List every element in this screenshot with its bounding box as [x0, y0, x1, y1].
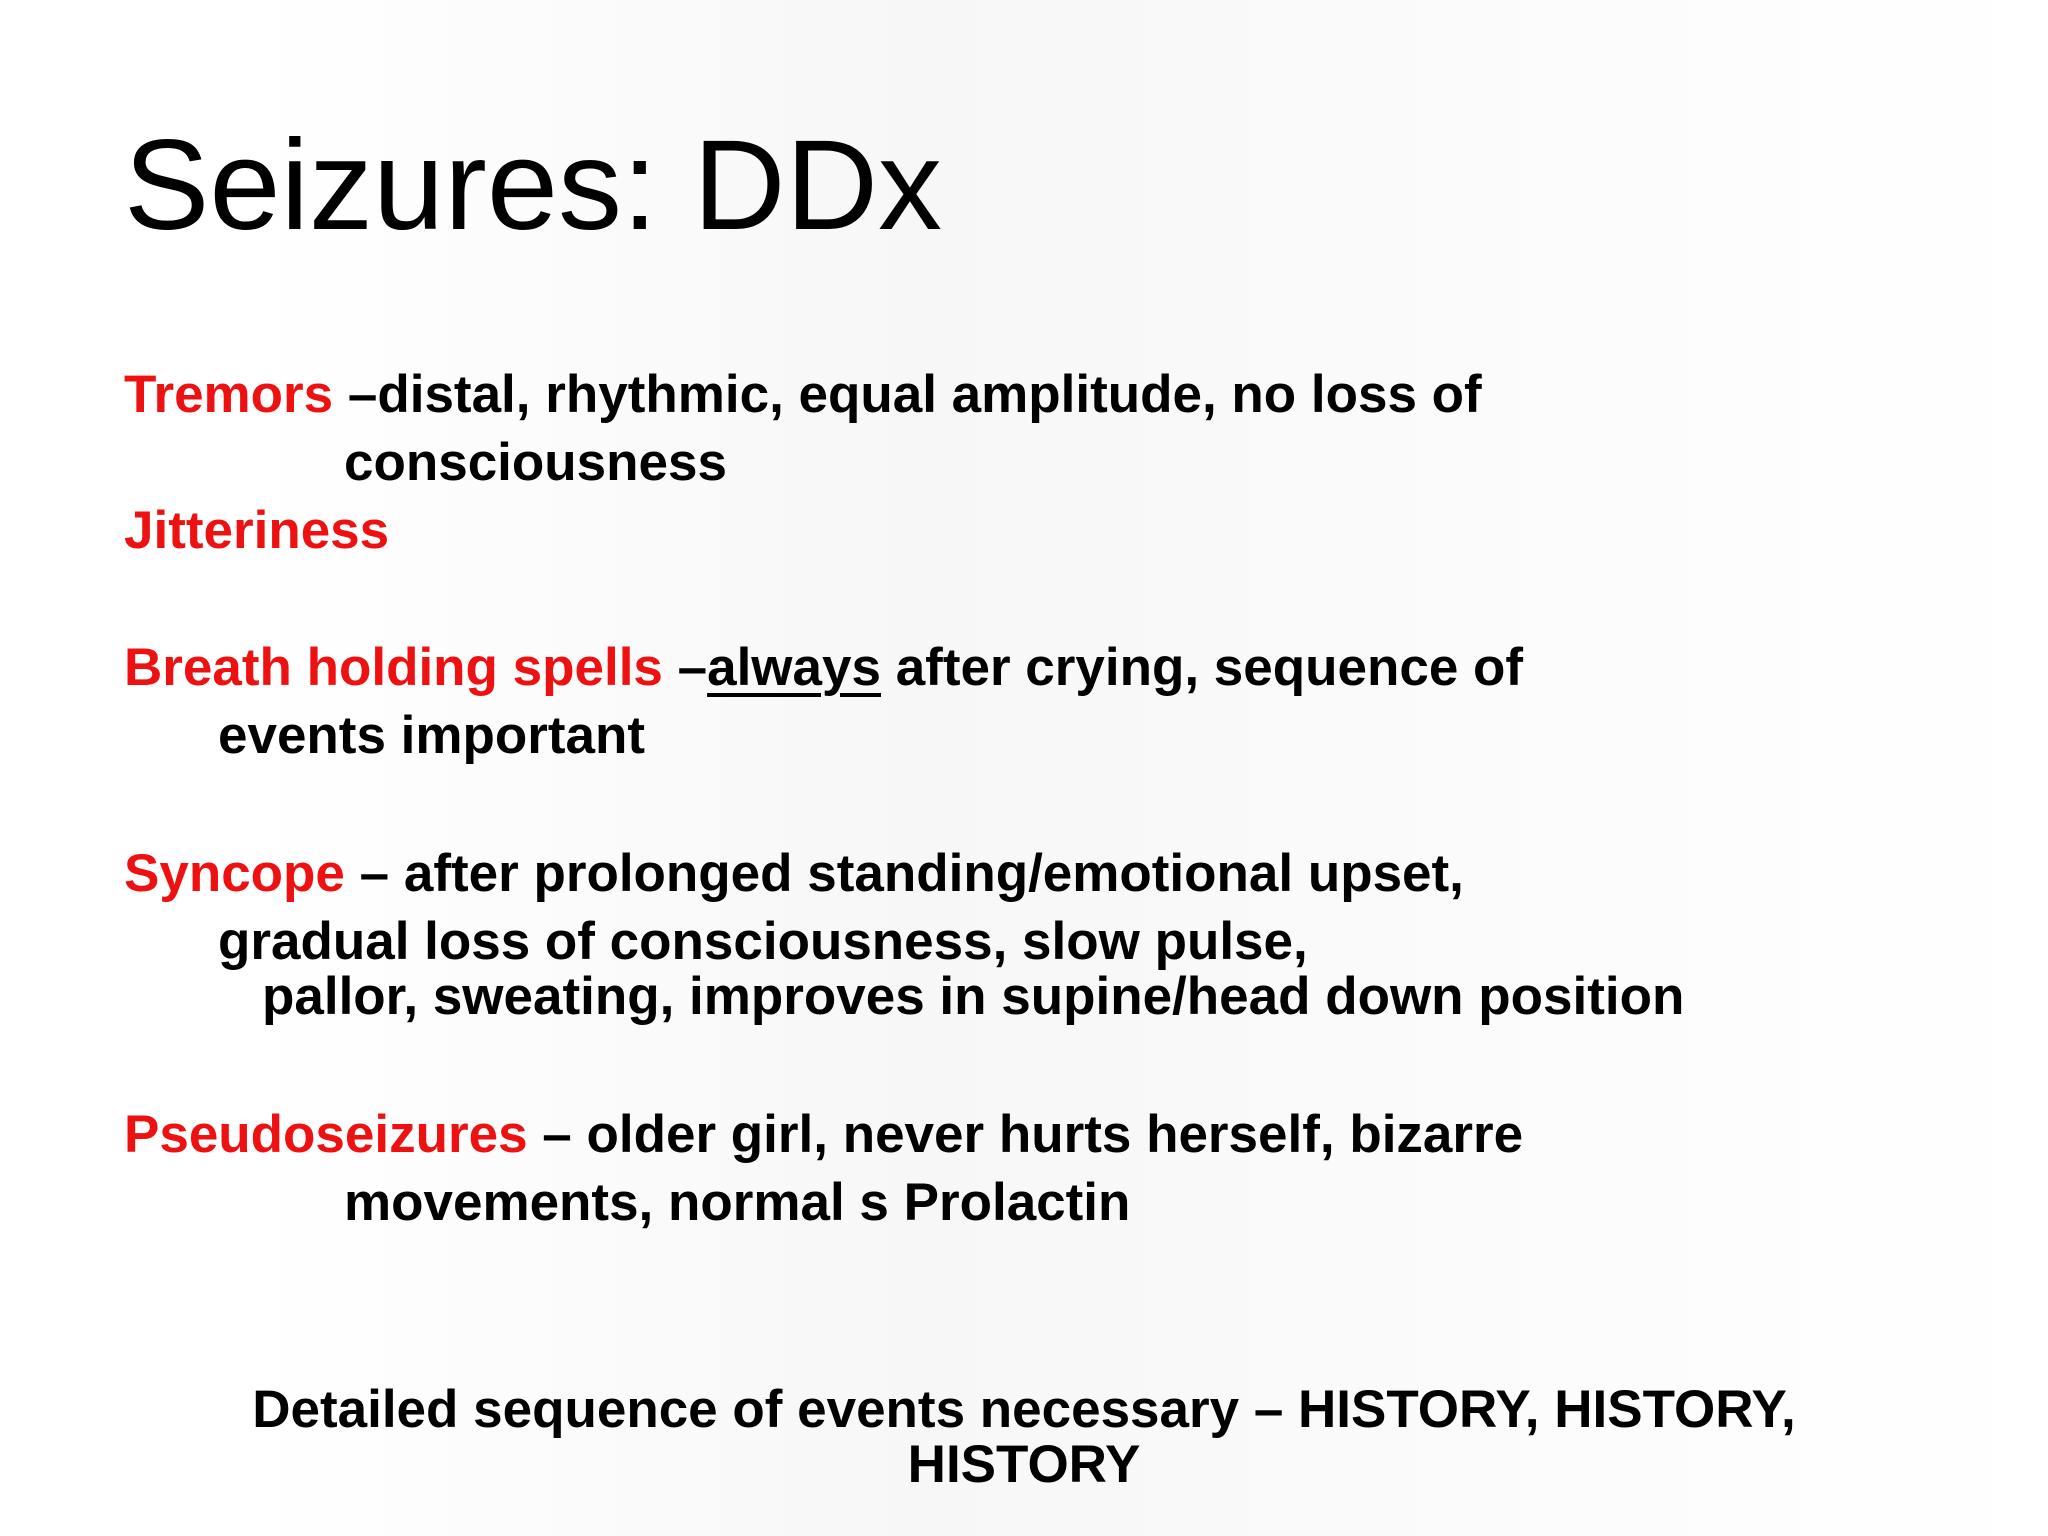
term-tremors: Tremors [124, 365, 334, 424]
term-syncope: Syncope [124, 844, 345, 903]
desc-syncope-1: after prolonged standing/emotional upset, [403, 844, 1464, 903]
desc-tremors-1: distal, rhythmic, equal amplitude, no loss of [377, 365, 1482, 424]
item-pseudoseizures-line1 [124, 1105, 1524, 1164]
item-breath-holding-line1 [124, 638, 1524, 697]
footer-line1: Detailed sequence of events necessary – HISTORY, HISTORY, [252, 1380, 1796, 1439]
item-syncope-line1 [124, 844, 1464, 903]
separator: – [662, 638, 708, 697]
desc-pseudoseizures-1: older girl, never hurts herself, bizarre [586, 1105, 1524, 1164]
term-jitteriness: Jitteriness [124, 501, 390, 560]
desc-syncope-2: gradual loss of consciousness, slow pulse, [218, 912, 1308, 971]
desc-pseudoseizures-2: movements, normal s Prolactin [344, 1173, 1131, 1232]
desc-tremors-2: consciousness [344, 433, 727, 492]
desc-syncope-3: pallor, sweating, improves in supine/head down position [262, 967, 1685, 1026]
separator: – [527, 1105, 587, 1164]
desc-breath-holding-2: events important [218, 706, 646, 765]
separator: – [344, 844, 404, 903]
footer-line2: HISTORY [907, 1435, 1141, 1494]
slide-title: Seizures: DDx [124, 114, 942, 257]
item-tremors-line1 [124, 365, 1482, 424]
separator: – [333, 365, 378, 424]
term-pseudoseizures: Pseudoseizures [124, 1105, 528, 1164]
term-breath-holding: Breath holding spells [124, 638, 663, 697]
emphasis-always: always [707, 638, 881, 697]
desc-breath-holding-1: after crying, sequence of [880, 638, 1524, 697]
